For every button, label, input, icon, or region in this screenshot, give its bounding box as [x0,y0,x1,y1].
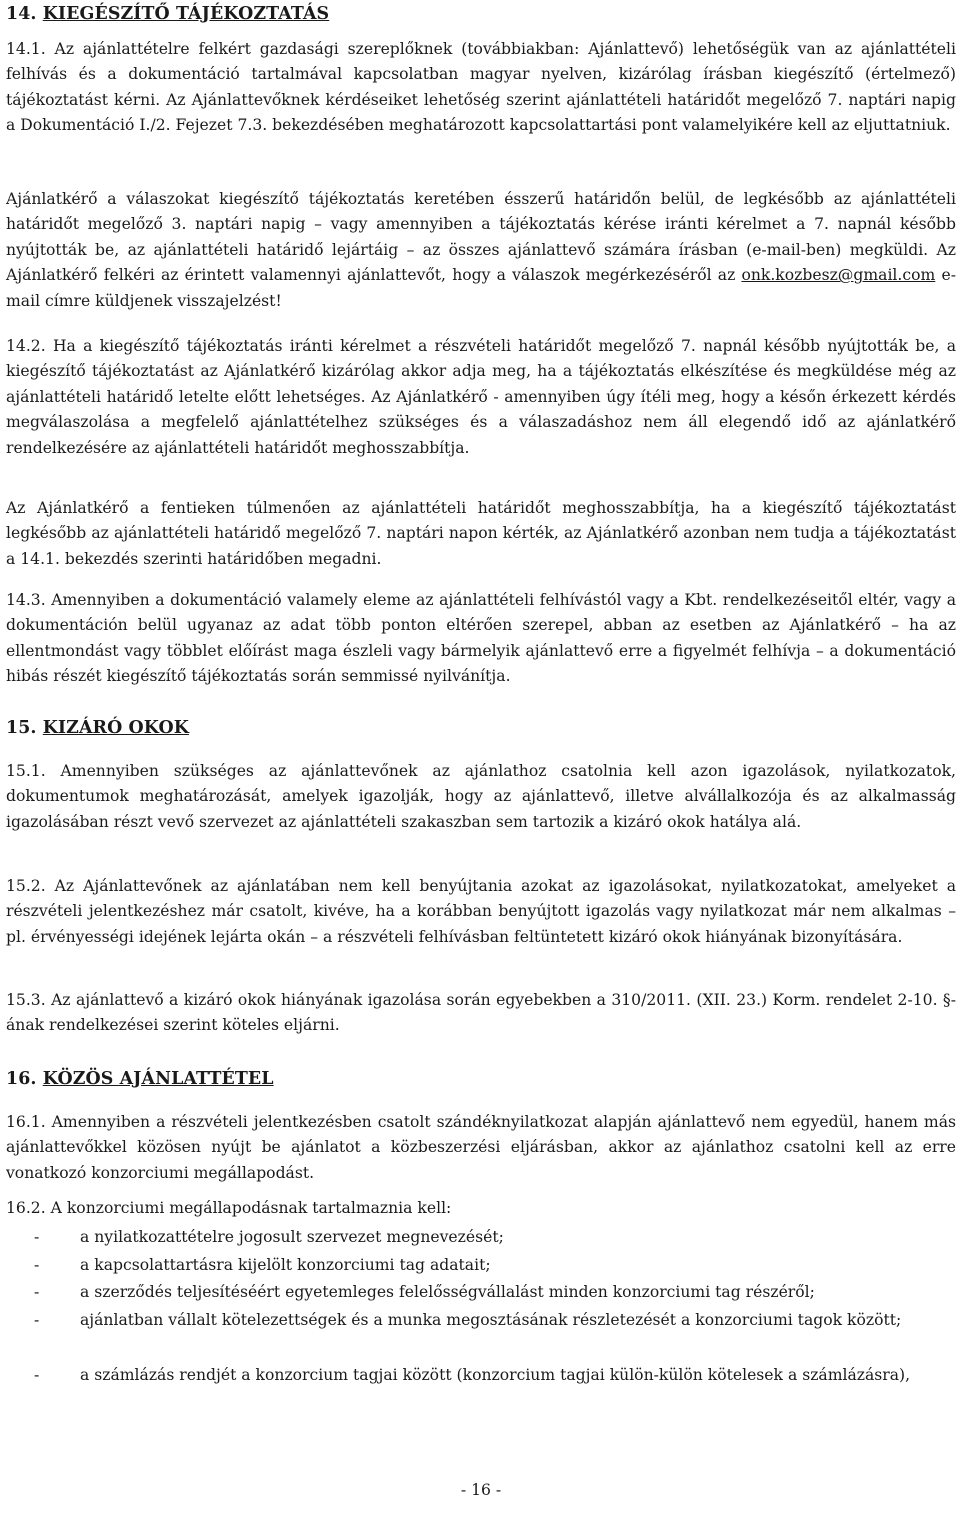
list-item-text: a kapcsolattartásra kijelölt konzorciumi tag adatait; [80,1256,491,1274]
list-item-text: a számlázás rendjét a konzorcium tagjai között (konzorcium tagjai külön-külön kötelesek a számlázásra), [80,1366,911,1384]
paragraph-14-1-response-text: Ajánlatkérő a válaszokat kiegészítő tájékoztatás keretében ésszerű határidőn belül, de legkésőbb az ajánlattételi határidőt megelőző 3. naptári napig – vagy amennyiben a tájékoztatás kérése iránti kérelmet a 7. napnál később nyújtották be, az ajánlattételi határidő lejártáig – az összes ajánlattevő számára írásban (e-mail-ben) megküldi. Az Ajánlatkérő felkéri az érintett valamennyi ajánlattevőt, hogy a válaszok megérkezéséről az [6,190,956,285]
paragraph-14-1-response-tail: e-mail címre küldjenek visszajelzést! [6,266,956,310]
paragraph-14-1: 14.1. Az ajánlattételre felkért gazdasági szereplőknek (továbbiakban: Ajánlattevő) lehetőségük van az ajánlattételi felhívás és a dokumentáció tartalmával kapcsolatban magyar nyelven, kizárólag írásban kiegészítő (értelmező) tájékoztatást kérni. Az Ajánlattevőknek kérdéseiket lehetőség szerint ajánlattételi határidőt megelőző 7. naptári napig a Dokumentáció I./2. Fejezet 7.3. bekezdésében meghatározott kapcsolattartási pont valamelyikére kell az eljuttatniuk. [6,40,956,135]
document-page [6,0,956,1513]
list-item-text: a szerződés teljesítéséért egyetemleges felelősségvállalást minden konzorciumi tag részéről; [80,1283,815,1301]
section-15-heading [6,716,189,741]
paragraph-14-1-response [6,187,956,314]
list-dash: - [34,1311,40,1329]
paragraph-16-2-intro: 16.2. A konzorciumi megállapodásnak tartalmaznia kell: [6,1199,452,1217]
page-number: - 16 - [460,1481,502,1499]
section-15-title: KIZÁRÓ OKOK [42,718,189,738]
paragraph-16-1: 16.1. Amennyiben a részvételi jelentkezésben csatolt szándéknyilatkozat alapján ajánlattevő nem egyedül, hanem más ajánlattevőkkel közösen nyújt be ajánlatot a közbeszerzési eljárásban, akkor az ajánlathoz csatolni kell az erre vonatkozó konzorciumi megállapodást. [6,1113,956,1182]
paragraph-14-2-extension: Az Ajánlatkérő a fentieken túlmenően az ajánlattételi határidőt meghosszabbítja, ha a kiegészítő tájékoztatást legkésőbb az ajánlattételi határidő megelőző 7. naptári napon kérték, az Ajánlatkérő azonban nem tudja a tájékoztatást a 14.1. bekezdés szerinti határidőben megadni. [6,499,956,568]
paragraph-14-3: 14.3. Amennyiben a dokumentáció valamely eleme az ajánlattételi felhívástól vagy a Kbt. rendelkezéseitől eltér, vagy a dokumentáción belül ugyanaz az adat több ponton eltérően szerepel, abban az esetben az Ajánlatkérő – ha az ellentmondást vagy többlet előírást maga észleli vagy bármelyik ajánlattevő erre a figyelmét felhívja – a dokumentáció hibás részét kiegészítő tájékoztatás során semmissé nyilvánítja. [6,591,956,686]
list-dash: - [34,1366,40,1384]
paragraph-15-1: 15.1. Amennyiben szükséges az ajánlattevőnek az ajánlathoz csatolnia kell azon igazolások, nyilatkozatok, dokumentumok meghatározását, amelyek igazolják, hogy az ajánlattevő, illetve alvállalkozója és az alkalmasság igazolásában részt vevő szervezet az ajánlattételi szakaszban sem tartozik a kizáró okok hatálya alá. [6,762,956,831]
paragraph-15-2: 15.2. Az Ajánlattevőnek az ajánlatában nem kell benyújtania azokat az igazolásokat, nyilatkozatokat, amelyeket a részvételi jelentkezéshez már csatolt, kivéve, ha a korábban benyújtott igazolás vagy nyilatkozat már nem alkalmas – pl. érvényességi idejének lejárta okán – a részvételi felhívásban feltüntetett kizáró okok hiányának bizonyítására. [6,877,956,946]
section-14-heading [6,2,329,27]
email-link[interactable]: onk.kozbesz@gmail.com [741,266,936,285]
paragraph-15-3: 15.3. Az ajánlattevő a kizáró okok hiányának igazolása során egyebekben a 310/2011. (XII. 23.) Korm. rendelet 2-10. §-ának rendelkezései szerint köteles eljárni. [6,991,956,1035]
section-14-title: KIEGÉSZÍTŐ TÁJÉKOZTATÁS [42,4,330,24]
section-15-number: 15. [6,718,37,738]
section-14-number: 14. [6,4,37,24]
paragraph-14-2: 14.2. Ha a kiegészítő tájékoztatás iránti kérelmet a részvételi határidőt megelőző 7. napnál később nyújtották be, a kiegészítő tájékoztatást az Ajánlatkérő kizárólag akkor adja meg, ha a tájékoztatás elkészítése és megküldése még az ajánlattételi határidő letelte előtt lehetséges. Az Ajánlatkérő - amennyiben úgy ítéli meg, hogy a későn érkezett kérdés megválaszolása a megfelelő ajánlattételhez szükséges és a válaszadáshoz nem áll elegendő idő az ajánlatkérő rendelkezésére az ajánlattételi határidőt meghosszabbítja. [6,337,956,457]
section-16-title: KÖZÖS AJÁNLATTÉTEL [42,1069,274,1089]
list-dash: - [34,1283,40,1301]
list-item-text: a nyilatkozattételre jogosult szervezet megnevezését; [80,1228,504,1246]
list-dash: - [34,1228,40,1246]
section-16-heading [6,1067,274,1092]
list-dash: - [34,1256,40,1274]
list-item-text: ajánlatban vállalt kötelezettségek és a munka megosztásának részletezését a konzorciumi tagok között; [80,1311,902,1329]
section-16-number: 16. [6,1069,37,1089]
